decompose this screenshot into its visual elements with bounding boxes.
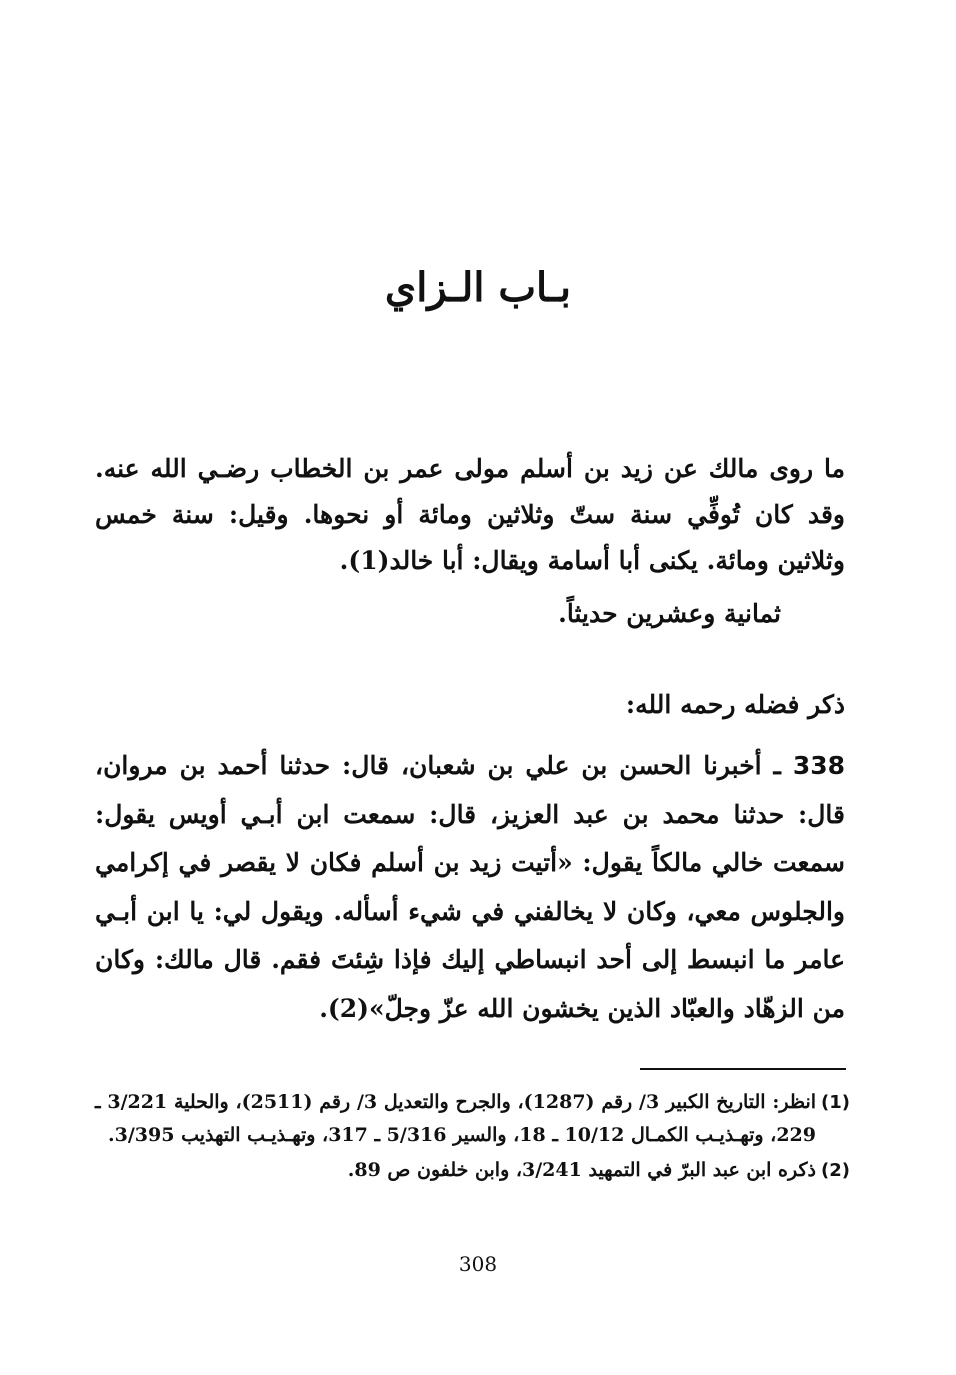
footnote-text: ذكره ابن عبد البرّ في التمهيد 3/241، وابن خلفون ص 89. <box>347 1159 816 1181</box>
footnote-item <box>95 1154 850 1187</box>
hadith-count: ثمانية وعشرين حديثاً. <box>558 599 781 628</box>
intro-paragraph <box>95 446 845 584</box>
footnote-divider <box>640 1068 846 1070</box>
hadith-number: 338 <box>792 751 845 780</box>
hadith-block <box>95 742 845 1033</box>
intro-text: ما روى مالك عن زيد بن أسلم مولى عمر بن الخطاب رضـي الله عنه. وقد كان تُوفِّي سنة ستّ وثلاثين ومائة أو نحوها. وقيل: سنة خمس وثلاثين ومائة. يكنى أبا أسامة ويقال: أبا خالد(1). <box>95 454 845 575</box>
section-heading: ذكر فضله رحمه الله: <box>625 690 845 719</box>
footnote-number: (1) <box>821 1092 850 1113</box>
footnote-number: (2) <box>821 1160 850 1181</box>
footnotes <box>95 1086 850 1189</box>
hadith-paragraph <box>95 742 845 1033</box>
page-number: 308 <box>458 1252 498 1276</box>
hadith-dash: ـ <box>761 751 793 780</box>
chapter-title: بـاب الـزاي <box>384 264 572 311</box>
footnote-text: انظر: التاريخ الكبير 3/ رقم (1287)، والجرح والتعديل 3/ رقم (2511)، والحلية 3/221 ـ 229، وتهـذيـب الكمـال 10/12 ـ 18، والسير 5/316 ـ 317، وتهـذيـب التهذيب 3/395. <box>95 1091 817 1146</box>
hadith-text: أخبرنا الحسن بن علي بن شعبان، قال: حدثنا أحمد بن مروان، قال: حدثنا محمد بن عبد العزيز، قال: سمعت ابن أبـي أويس يقول: سمعت خالي مالكاً يقول: «أتيت زيد بن أسلم فكان لا يقصر في إكرامي والجلوس معي، وكان لا يخالفني في شيء أسأله. ويقول لي: يا ابن أبـي عامر ما انبسط إلى أحد انبساطي إليك فإذا شِئتَ فقم. قال مالك: وكان من الزهّاد والعبّاد الذين يخشون الله عزّ وجلّ»(2). <box>95 751 845 1023</box>
footnote-item <box>95 1086 850 1152</box>
